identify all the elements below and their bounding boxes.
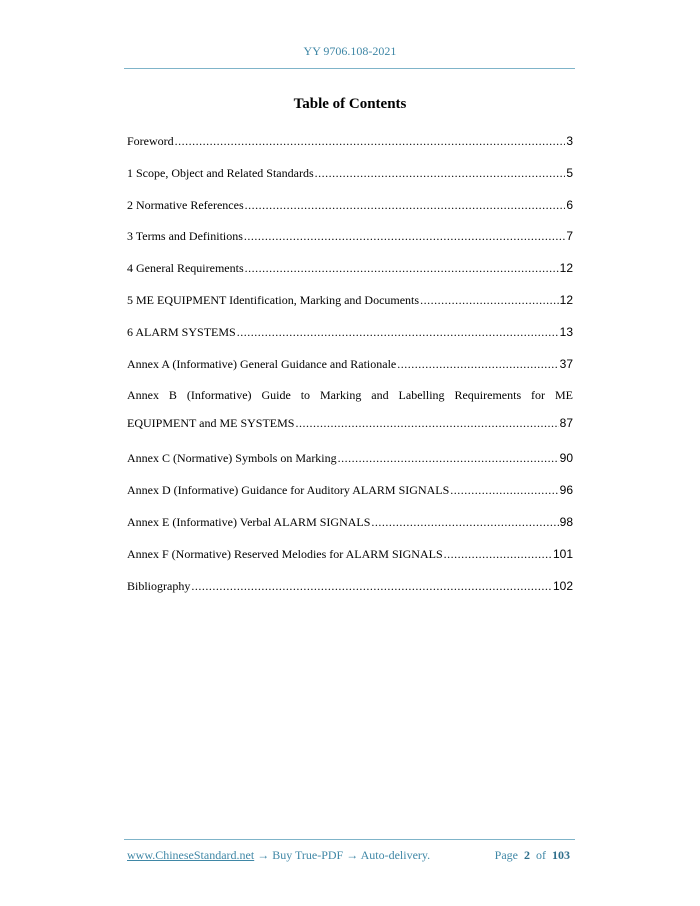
toc-entry-page: 7 bbox=[566, 229, 573, 244]
page-title: Table of Contents bbox=[293, 96, 407, 112]
table-of-contents bbox=[127, 133, 573, 609]
toc-entry-label-line2: EQUIPMENT and ME SYSTEMS bbox=[127, 416, 295, 431]
dot-leader bbox=[295, 415, 558, 431]
toc-entry-me-equipment-identification[interactable] bbox=[127, 292, 573, 324]
toc-entry-label: 1 Scope, Object and Related Standards bbox=[127, 165, 314, 180]
toc-entry-page: 12 bbox=[559, 261, 573, 276]
toc-entry-label: 5 ME EQUIPMENT Identification, Marking and Documents bbox=[127, 292, 420, 307]
dot-leader bbox=[315, 165, 566, 181]
toc-entry-label: Annex C (Normative) Symbols on Marking bbox=[127, 451, 337, 466]
dot-leader bbox=[420, 292, 559, 308]
toc-entry-scope[interactable] bbox=[127, 165, 573, 197]
toc-entry-label: Annex A (Informative) General Guidance and Rationale bbox=[127, 356, 397, 371]
toc-entry-annex-e[interactable] bbox=[127, 514, 573, 546]
buy-pdf-text: Buy True-PDF bbox=[272, 848, 344, 862]
header-rule bbox=[124, 68, 575, 69]
toc-entry-page: 12 bbox=[559, 292, 573, 307]
toc-entry-annex-c[interactable] bbox=[127, 450, 573, 482]
dot-leader bbox=[245, 197, 566, 213]
footer-promo bbox=[127, 848, 430, 863]
toc-entry-bibliography[interactable] bbox=[127, 578, 573, 610]
page-indicator bbox=[495, 848, 570, 863]
toc-entry-page: 6 bbox=[566, 197, 573, 212]
toc-entry-label: Annex D (Informative) Guidance for Auditory ALARM SIGNALS bbox=[127, 483, 450, 498]
arrow-right-icon: → bbox=[346, 848, 359, 862]
dot-leader bbox=[397, 356, 558, 372]
dot-leader bbox=[245, 260, 559, 276]
toc-entry-page: 37 bbox=[559, 356, 573, 371]
dot-leader bbox=[338, 450, 559, 466]
total-pages: 103 bbox=[552, 848, 570, 862]
toc-entry-annex-b[interactable] bbox=[127, 387, 573, 450]
footer-rule bbox=[124, 839, 575, 840]
toc-entry-alarm-systems[interactable] bbox=[127, 324, 573, 356]
toc-entry-annex-f[interactable] bbox=[127, 546, 573, 578]
toc-entry-normative-references[interactable] bbox=[127, 197, 573, 229]
dot-leader bbox=[444, 546, 552, 562]
toc-entry-general-requirements[interactable] bbox=[127, 260, 573, 292]
auto-delivery-text: Auto-delivery. bbox=[360, 848, 431, 862]
toc-entry-label: Annex F (Normative) Reserved Melodies for ALARM SIGNALS bbox=[127, 546, 443, 561]
dot-leader bbox=[175, 133, 566, 149]
toc-entry-page: 96 bbox=[559, 483, 573, 498]
toc-entry-page: 13 bbox=[559, 324, 573, 339]
toc-entry-page: 98 bbox=[559, 514, 573, 529]
dot-leader bbox=[450, 482, 558, 498]
toc-entry-page: 101 bbox=[552, 546, 573, 561]
toc-entry-page: 102 bbox=[552, 578, 573, 593]
toc-entry-foreword[interactable] bbox=[127, 133, 573, 165]
dot-leader bbox=[191, 578, 552, 594]
toc-entry-label: 2 Normative References bbox=[127, 197, 244, 212]
toc-entry-label: 6 ALARM SYSTEMS bbox=[127, 324, 236, 339]
toc-entry-page: 3 bbox=[566, 134, 573, 148]
toc-entry-page: 5 bbox=[566, 165, 573, 180]
toc-entry-label: 3 Terms and Definitions bbox=[127, 229, 243, 244]
site-link[interactable]: www.ChineseStandard.net bbox=[127, 848, 255, 862]
dot-leader bbox=[244, 228, 565, 244]
arrow-right-icon: → bbox=[257, 848, 270, 862]
toc-entry-annex-d[interactable] bbox=[127, 482, 573, 514]
of-word: of bbox=[536, 848, 546, 862]
toc-entry-label: Bibliography bbox=[127, 578, 191, 593]
toc-entry-label: Annex E (Informative) Verbal ALARM SIGNALS bbox=[127, 514, 371, 529]
page-word: Page bbox=[494, 848, 518, 862]
toc-entry-annex-a[interactable] bbox=[127, 356, 573, 388]
toc-entry-label: 4 General Requirements bbox=[127, 261, 244, 276]
toc-entry-terms[interactable] bbox=[127, 228, 573, 260]
dot-leader bbox=[237, 324, 559, 340]
running-header: YY 9706.108-2021 bbox=[303, 44, 397, 58]
current-page: 2 bbox=[524, 848, 530, 862]
toc-entry-page: 87 bbox=[559, 416, 573, 431]
toc-entry-page: 90 bbox=[559, 451, 573, 466]
toc-entry-label-line1: Annex B (Informative) Guide to Marking and Labelling Requirements for ME bbox=[127, 388, 573, 403]
dot-leader bbox=[371, 514, 558, 530]
toc-entry-label: Foreword bbox=[127, 134, 174, 148]
